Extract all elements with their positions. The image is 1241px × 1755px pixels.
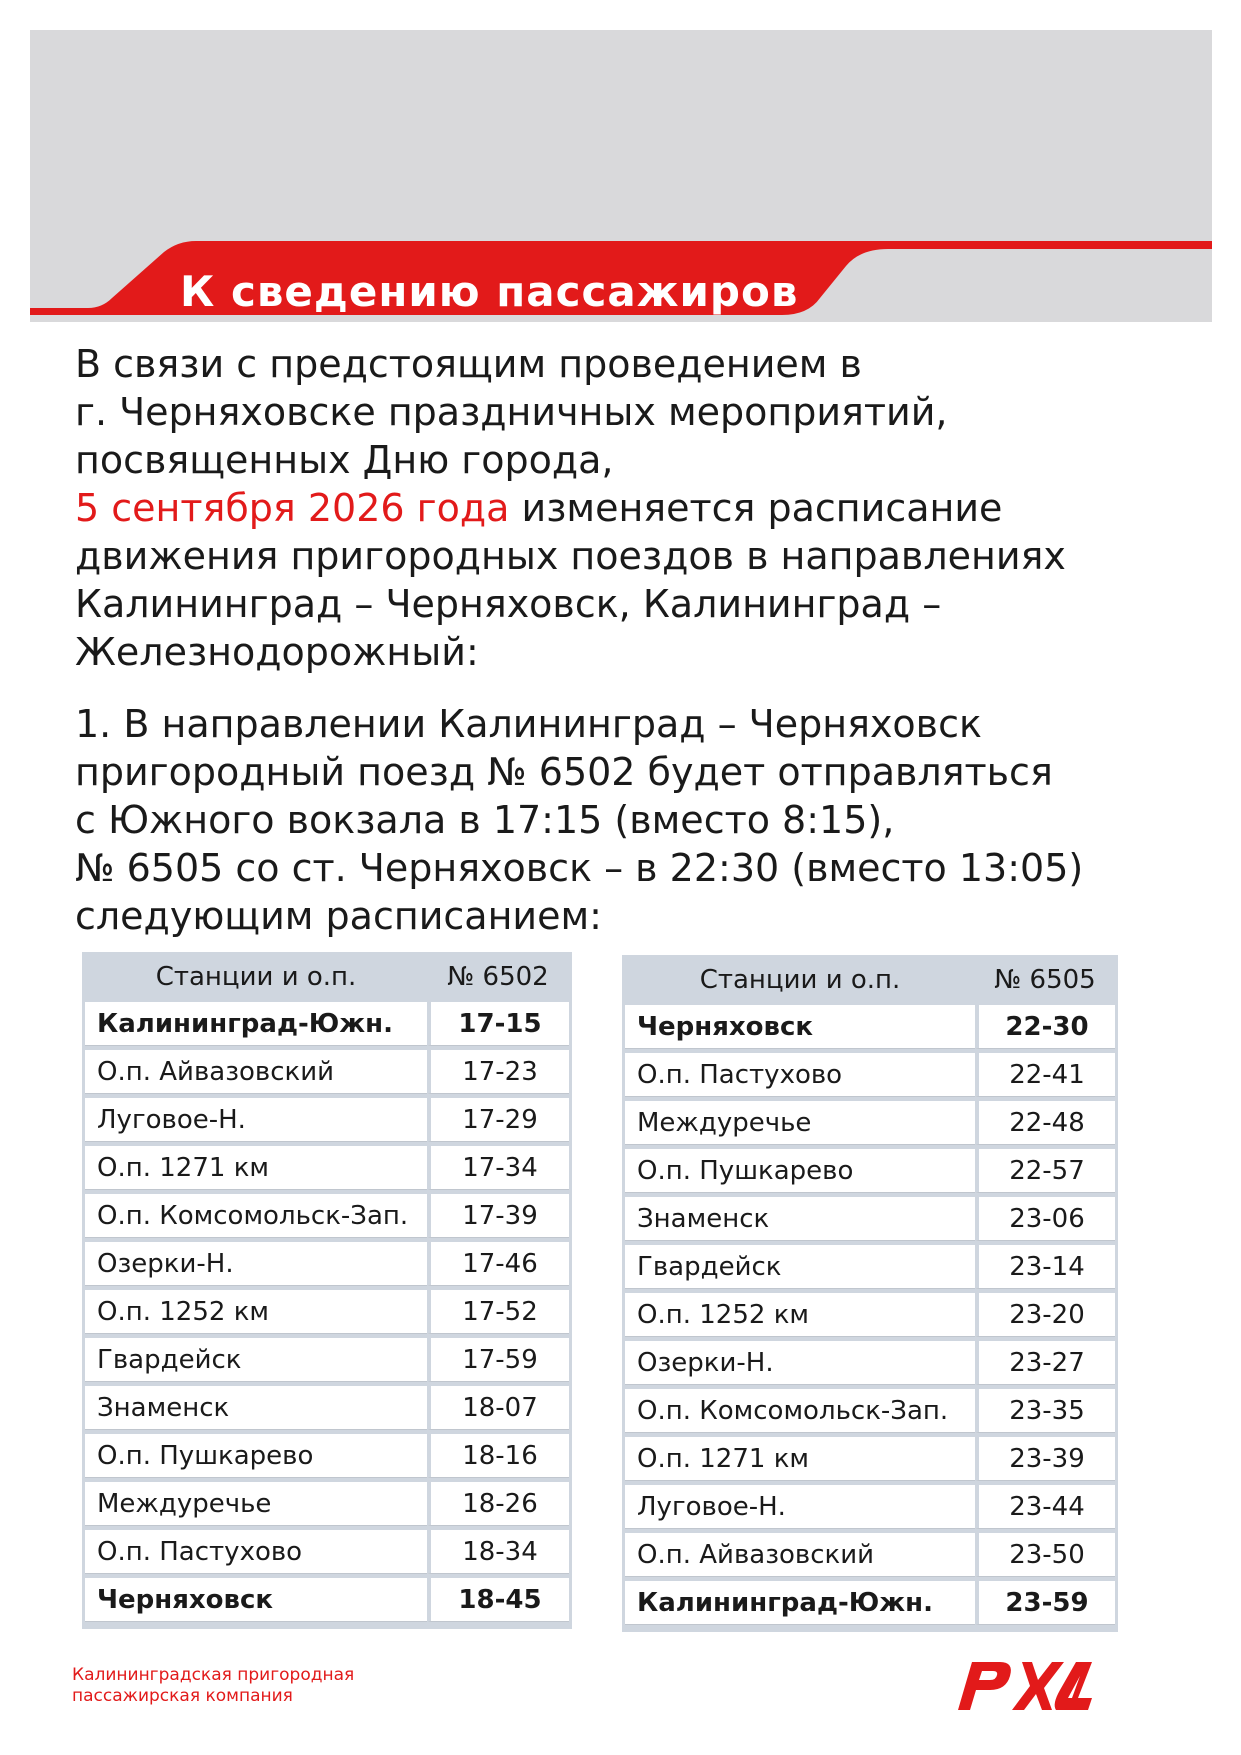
table-row bbox=[85, 1482, 569, 1526]
time-cell: 22-57 bbox=[975, 1149, 1115, 1193]
station-cell: Черняховск bbox=[625, 1005, 975, 1049]
station-cell: Калининград-Южн. bbox=[625, 1581, 975, 1625]
intro-line: В связи с предстоящим проведением в bbox=[75, 342, 862, 386]
table-row bbox=[625, 1533, 1115, 1577]
date-highlight: 5 сентября 2026 года bbox=[75, 486, 510, 530]
time-cell: 17-59 bbox=[427, 1338, 569, 1382]
station-cell: О.п. Пастухово bbox=[625, 1053, 975, 1097]
time-cell: 23-39 bbox=[975, 1437, 1115, 1481]
station-cell: О.п. 1271 км bbox=[85, 1146, 427, 1190]
station-cell: Озерки-Н. bbox=[625, 1341, 975, 1385]
table-row bbox=[625, 1101, 1115, 1145]
intro-line-rest: изменяется расписание bbox=[509, 486, 1003, 530]
time-cell: 23-59 bbox=[975, 1581, 1115, 1625]
time-cell: 17-23 bbox=[427, 1050, 569, 1094]
time-cell: 17-46 bbox=[427, 1242, 569, 1286]
table-body bbox=[625, 1005, 1115, 1625]
time-cell: 18-16 bbox=[427, 1434, 569, 1478]
rzd-logo-graphic bbox=[952, 1648, 1097, 1718]
table-row bbox=[625, 1389, 1115, 1433]
table-row bbox=[625, 1581, 1115, 1625]
schedule-table-6502 bbox=[82, 952, 572, 1629]
table-row bbox=[625, 1485, 1115, 1529]
table-row bbox=[85, 1578, 569, 1622]
table-row bbox=[85, 1002, 569, 1046]
station-cell: Гвардейск bbox=[625, 1245, 975, 1289]
table-row bbox=[625, 1197, 1115, 1241]
intro-line: Калининград – Черняховск, Калининград – bbox=[75, 582, 942, 626]
table-row bbox=[85, 1434, 569, 1478]
intro-line: Железнодорожный: bbox=[75, 630, 479, 674]
announcement-text bbox=[75, 340, 1195, 676]
table-row bbox=[85, 1098, 569, 1142]
station-cell: О.п. Комсомольск-Зап. bbox=[625, 1389, 975, 1433]
station-cell: Черняховск bbox=[85, 1578, 427, 1622]
column-header-train: № 6505 bbox=[975, 959, 1115, 1001]
station-cell: О.п. Пушкарево bbox=[85, 1434, 427, 1478]
column-header-stations: Станции и о.п. bbox=[625, 959, 975, 1001]
point-1-text bbox=[75, 700, 1195, 940]
time-cell: 22-30 bbox=[975, 1005, 1115, 1049]
station-cell: О.п. 1252 км bbox=[625, 1293, 975, 1337]
schedule-table-6505 bbox=[622, 955, 1118, 1632]
table-row bbox=[625, 1293, 1115, 1337]
time-cell: 22-41 bbox=[975, 1053, 1115, 1097]
table-row bbox=[625, 1149, 1115, 1193]
intro-line-date bbox=[75, 484, 1195, 532]
station-cell: О.п. Айвазовский bbox=[85, 1050, 427, 1094]
station-cell: Знаменск bbox=[625, 1197, 975, 1241]
intro-line: посвященных Дню города, bbox=[75, 438, 614, 482]
table-row bbox=[85, 1290, 569, 1334]
station-cell: Луговое-Н. bbox=[625, 1485, 975, 1529]
time-cell: 23-27 bbox=[975, 1341, 1115, 1385]
point-line: с Южного вокзала в 17:15 (вместо 8:15), bbox=[75, 798, 895, 842]
time-cell: 23-35 bbox=[975, 1389, 1115, 1433]
table-row bbox=[625, 1437, 1115, 1481]
company-name bbox=[72, 1665, 354, 1707]
time-cell: 23-50 bbox=[975, 1533, 1115, 1577]
station-cell: Знаменск bbox=[85, 1386, 427, 1430]
intro-line: движения пригородных поездов в направлениях bbox=[75, 534, 1066, 578]
column-header-train: № 6502 bbox=[427, 956, 569, 998]
point-line: следующим расписанием: bbox=[75, 894, 602, 938]
time-cell: 17-34 bbox=[427, 1146, 569, 1190]
station-cell: О.п. Пушкарево bbox=[625, 1149, 975, 1193]
company-name-line: Калининградская пригородная bbox=[72, 1665, 355, 1685]
time-cell: 17-15 bbox=[427, 1002, 569, 1046]
intro-line: г. Черняховске праздничных мероприятий, bbox=[75, 390, 948, 434]
station-cell: О.п. Айвазовский bbox=[625, 1533, 975, 1577]
table-row bbox=[625, 1245, 1115, 1289]
station-cell: О.п. Комсомольск-Зап. bbox=[85, 1194, 427, 1238]
time-cell: 23-44 bbox=[975, 1485, 1115, 1529]
table-row bbox=[85, 1194, 569, 1238]
header-banner bbox=[30, 30, 1212, 322]
table-row bbox=[625, 1053, 1115, 1097]
table-row bbox=[85, 1530, 569, 1574]
time-cell: 17-39 bbox=[427, 1194, 569, 1238]
table-header-row bbox=[625, 959, 1115, 1001]
table-row bbox=[85, 1242, 569, 1286]
time-cell: 18-26 bbox=[427, 1482, 569, 1526]
point-line: пригородный поезд № 6502 будет отправляться bbox=[75, 750, 1053, 794]
table-header-row bbox=[85, 956, 569, 998]
table-row bbox=[85, 1386, 569, 1430]
time-cell: 18-07 bbox=[427, 1386, 569, 1430]
column-header-stations: Станции и о.п. bbox=[85, 956, 427, 998]
table-row bbox=[85, 1146, 569, 1190]
page-title: К сведению пассажиров bbox=[180, 267, 799, 316]
table-row bbox=[85, 1338, 569, 1382]
station-cell: Луговое-Н. bbox=[85, 1098, 427, 1142]
table-row bbox=[85, 1050, 569, 1094]
station-cell: Междуречье bbox=[625, 1101, 975, 1145]
time-cell: 18-34 bbox=[427, 1530, 569, 1574]
station-cell: Озерки-Н. bbox=[85, 1242, 427, 1286]
time-cell: 23-06 bbox=[975, 1197, 1115, 1241]
rzd-logo-icon bbox=[952, 1648, 1097, 1722]
time-cell: 18-45 bbox=[427, 1578, 569, 1622]
station-cell: О.п. Пастухово bbox=[85, 1530, 427, 1574]
time-cell: 23-14 bbox=[975, 1245, 1115, 1289]
company-name-line: пассажирская компания bbox=[72, 1686, 293, 1706]
table-body bbox=[85, 1002, 569, 1622]
point-line: № 6505 со ст. Черняховск – в 22:30 (вместо 13:05) bbox=[75, 846, 1084, 890]
time-cell: 22-48 bbox=[975, 1101, 1115, 1145]
station-cell: О.п. 1252 км bbox=[85, 1290, 427, 1334]
table-row bbox=[625, 1341, 1115, 1385]
point-line: 1. В направлении Калининград – Черняховск bbox=[75, 702, 982, 746]
time-cell: 17-29 bbox=[427, 1098, 569, 1142]
station-cell: Гвардейск bbox=[85, 1338, 427, 1382]
table-row bbox=[625, 1005, 1115, 1049]
station-cell: Междуречье bbox=[85, 1482, 427, 1526]
time-cell: 17-52 bbox=[427, 1290, 569, 1334]
time-cell: 23-20 bbox=[975, 1293, 1115, 1337]
station-cell: Калининград-Южн. bbox=[85, 1002, 427, 1046]
station-cell: О.п. 1271 км bbox=[625, 1437, 975, 1481]
